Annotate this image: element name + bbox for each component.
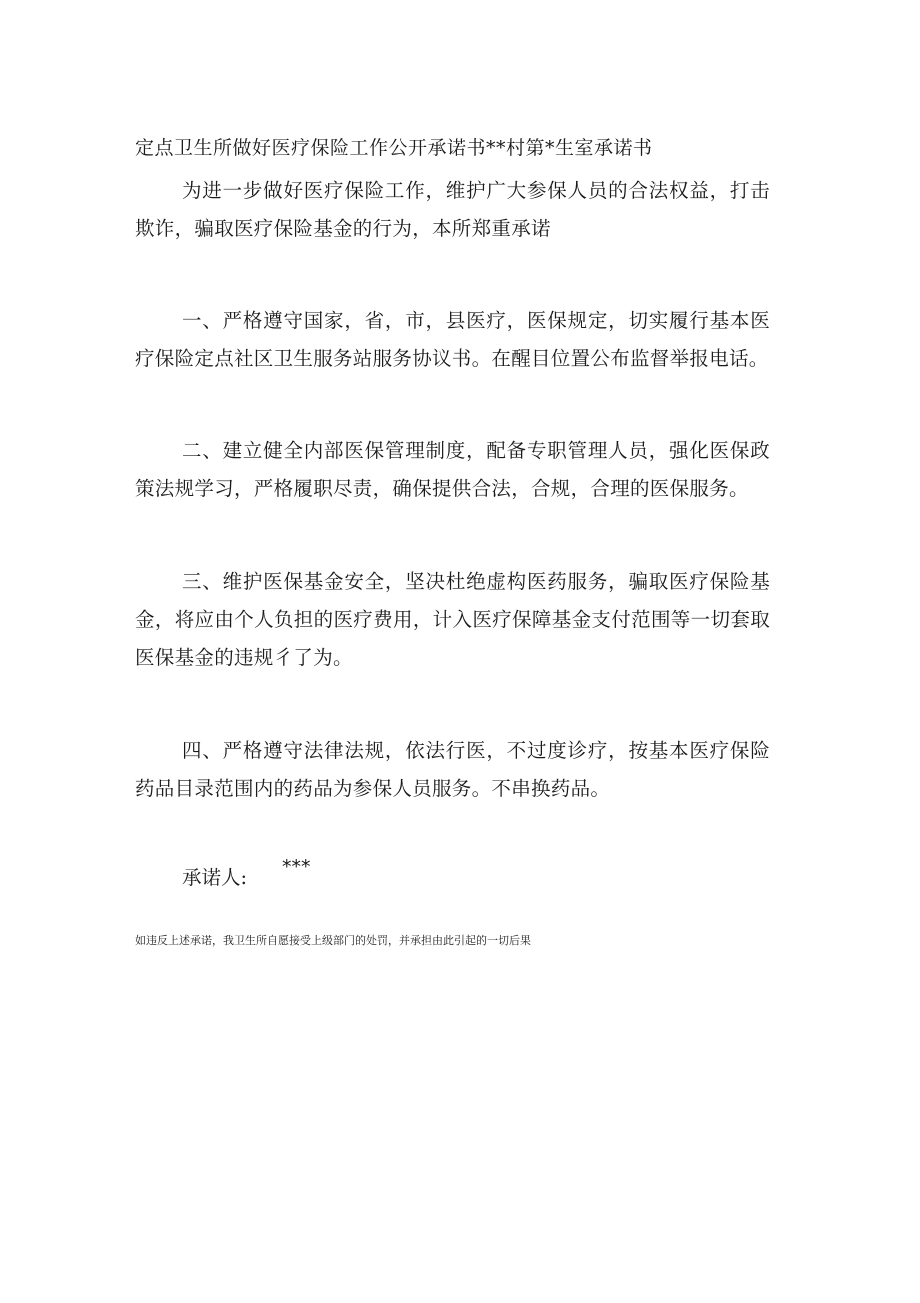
commitment-item-1: 一、严格遵守国家，省，市，县医疗，医保规定，切实履行基本医疗保险定点社区卫生服务站服务协议书。在醒目位置公布监督举报电话。 [135, 309, 770, 370]
intro-paragraph: 为进一步做好医疗保险工作，维护广大参保人员的合法权益，打击欺诈，骗取医疗保险基金的行为，本所郑重承诺 [135, 179, 770, 240]
footnote: 如违反上述承诺，我卫生所自愿接受上级部门的处罚，并承担由此引起的一切后果 [135, 934, 531, 947]
commitment-item-3: 三、维护医保基金安全，坚决杜绝虚构医药服务，骗取医疗保险基金，将应由个人负担的医疗费用，计入医疗保障基金支付范围等一切套取医保基金的违规彳了为。 [135, 570, 770, 669]
signer-label: 承诺人: [182, 866, 248, 889]
signer-name: *** [282, 856, 311, 878]
document-title: 定点卫生所做好医疗保险工作公开承诺书**村第*生室承诺书 [135, 137, 653, 159]
commitment-item-4: 四、严格遵守法律法规，依法行医，不过度诊疗，按基本医疗保险药品目录范围内的药品为参保人员服务。不串换药品。 [135, 739, 770, 800]
signer-line [182, 856, 311, 890]
commitment-item-2: 二、建立健全内部医保管理制度，配备专职管理人员，强化医保政策法规学习，严格履职尽责，确保提供合法，合规，合理的医保服务。 [135, 439, 770, 500]
